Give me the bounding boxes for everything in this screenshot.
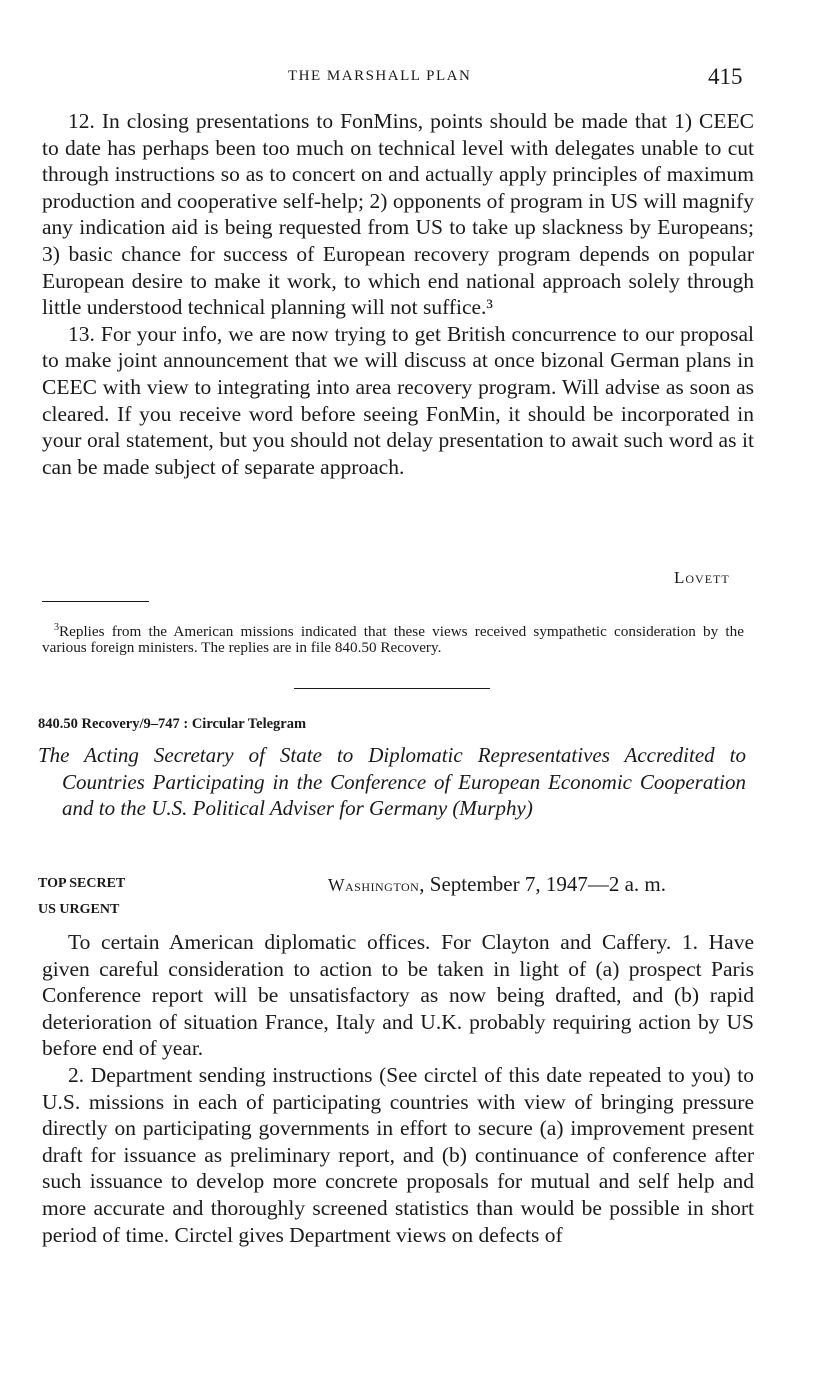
footnote-rule: [42, 601, 149, 602]
file-reference: 840.50 Recovery/9–747 : Circular Telegram: [38, 716, 307, 732]
signature: Lovett: [674, 568, 730, 587]
classification-us-urgent: US URGENT: [38, 902, 120, 917]
paragraph-13: 13. For your info, we are now trying to get British concurrence to our proposal to make joint announcement that we will discuss at once bizonal German plans in CEEC with view to integrating into area recovery program. Will advise as soon as cleared. If you receive word before seeing FonMin, it should be incorporated in your oral statement, but you should not delay presentation to await such word as it can be made subject of separate approach.: [42, 321, 754, 479]
running-title: THE MARSHALL PLAN: [288, 68, 472, 84]
dateline: [328, 872, 666, 897]
footnote-text: Replies from the American missions indicated that these views received sympathetic consideration by the various foreign ministers. The replies are in file 840.50 Recovery.: [42, 623, 744, 657]
document-title-text: The Acting Secretary of State to Diplomatic Representatives Accredited to Countries Participating in the Conference of European Economic Cooperation and to the U.S. Political Adviser for Germany (Murphy): [38, 743, 746, 820]
footnote: [42, 620, 744, 656]
page-number: 415: [708, 64, 743, 89]
section-separator: [294, 688, 490, 689]
classification-top-secret: TOP SECRET: [38, 876, 126, 891]
running-header: [0, 64, 838, 94]
footnote-marker: 3: [54, 622, 59, 633]
telegram-paragraph-1: To certain American diplomatic offices. For Clayton and Caffery. 1. Have given careful consideration to action to be taken in light of (a) prospect Paris Conference report will be unsatisfactory as now being drafted, and (b) rapid deterioration of situation France, Italy and U.K. probably requiring action by US before end of year.: [42, 930, 754, 1061]
dateline-date: , September 7, 1947—2 a. m.: [419, 872, 667, 896]
telegram-paragraph-2: 2. Department sending instructions (See circtel of this date repeated to you) to U.S. missions in each of participating countries with view of bringing pressure directly on participating governments in effort to secure (a) improvement present draft for issuance as preliminary report, and (b) continuance of conference after such issuance to develop more concrete proposals for mutual and self help and more accurate and thoroughly screened statistics than would be possible in short period of time. Circtel gives Department views on defects of: [42, 1062, 754, 1247]
document-title: [38, 742, 746, 822]
telegram-body: [42, 929, 754, 1248]
dateline-place: Washington: [328, 875, 420, 895]
paragraph-12: 12. In closing presentations to FonMins, points should be made that 1) CEEC to date has perhaps been too much on technical level with delegates unable to cut through instructions so as to concert on and actually apply principles of maximum production and cooperative self-help; 2) opponents of program in US will magnify any indication aid is being requested from US to take up slackness by Europeans; 3) basic chance for success of European recovery program depends on popular European desire to make it work, to which end national approach solely through little understood technical planning will not suffice.³: [42, 109, 754, 320]
continued-telegram-text: [42, 108, 754, 480]
